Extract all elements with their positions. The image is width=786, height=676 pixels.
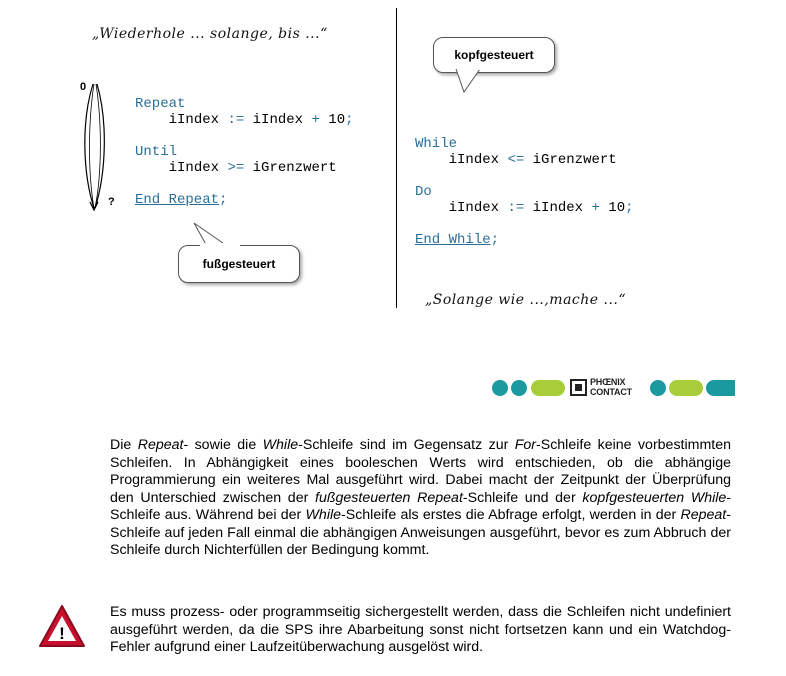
code-operator: ;	[625, 200, 634, 216]
code-operator: ;	[219, 192, 228, 208]
code-token: iIndex	[448, 200, 500, 216]
code-operator: ;	[345, 112, 354, 128]
loop-start-label: 0	[80, 81, 87, 93]
text-run-italic: Repeat	[680, 507, 727, 523]
code-token: iIndex	[448, 152, 500, 168]
text-run: -Schleife keine vorbestimmten Schleifen. In Abhängigkeit eines booleschen Werts wird entschieden, ob die abhängige Programmierung ein weiteres Mal ausgeführt wird. Dabei macht der Zeitpunkt der Überprüfung den Unterschied zwischen der	[110, 437, 731, 506]
keyword-end-repeat: End_Repeat	[135, 192, 220, 208]
bubble-tail-joint	[200, 243, 240, 247]
warning-glyph: !	[59, 624, 65, 643]
text-run: -Schleife aus. Während bei der	[110, 489, 732, 523]
keyword-do: Do	[415, 184, 432, 200]
code-token: iIndex	[168, 112, 220, 128]
code-operator: ;	[490, 232, 500, 248]
warning-triangle-icon	[37, 603, 87, 649]
brand-dot-teal	[650, 380, 666, 396]
code-operator: +	[591, 200, 600, 216]
bubble-tail-joint	[457, 67, 481, 70]
text-run-italic: While	[262, 437, 299, 453]
keyword-repeat: Repeat	[135, 96, 186, 112]
code-token: iIndex	[532, 200, 584, 216]
keyword-while: While	[415, 136, 458, 152]
phoenix-contact-logo	[570, 378, 648, 398]
brand-dot-lime	[531, 380, 565, 396]
text-run-italic: fußgesteuerten Repeat	[315, 489, 463, 506]
text-run: -Schleife sind im Gegensatz zur	[298, 437, 515, 453]
code-token: 10	[608, 200, 626, 216]
text-run-italic: While	[305, 507, 342, 523]
logo-text-line2: CONTACT	[590, 387, 632, 397]
keyword-end-while: End_While	[415, 232, 491, 248]
brand-dot-teal	[511, 380, 527, 396]
text-run: - sowie die	[183, 437, 263, 453]
head-controlled-bubble: kopfgesteuert	[433, 37, 555, 73]
brand-dot-teal	[706, 380, 735, 396]
logo-box-icon	[570, 379, 587, 396]
text-run-italic: kopfgesteuerten While	[582, 489, 727, 506]
text-run: -Schleife auf jeden Fall einmal die abhängigen Anweisungen ausgeführt, bevor es zum Abbruch der Schleife durch Nichterfüllen der Bedingung kommt.	[110, 507, 731, 558]
loop-end-label: ?	[108, 196, 115, 208]
loop-arrow-icon	[84, 82, 110, 214]
text-run: -Schleife als erstes die Abfrage erfolgt, werden in der	[341, 507, 681, 523]
code-token: iGrenzwert	[252, 160, 337, 176]
brand-dot-lime	[669, 380, 703, 396]
code-operator: :=	[227, 112, 245, 128]
code-token: iGrenzwert	[532, 152, 617, 168]
code-operator: :=	[507, 200, 525, 216]
code-operator: >=	[227, 160, 245, 176]
while-code-block	[415, 120, 634, 248]
text-run: -Schleife und der	[462, 489, 583, 506]
while-handwritten-caption: „Solange wie ...,mache ...“	[425, 292, 627, 308]
foot-controlled-bubble: fußgesteuert	[178, 245, 300, 283]
loop-explanation-paragraph	[110, 437, 731, 560]
brand-dot-teal	[492, 380, 508, 396]
bubble-tail-icon	[452, 68, 492, 94]
logo-text-line1: PHŒNIX	[590, 377, 626, 387]
repeat-handwritten-caption: „Wiederhole ... solange, bis ...“	[92, 26, 328, 42]
text-run-italic: For	[514, 437, 537, 453]
logo-box-fill	[575, 384, 582, 391]
keyword-until: Until	[135, 144, 178, 160]
code-token: iIndex	[252, 112, 304, 128]
repeat-code-block	[135, 80, 354, 208]
text-run: Die	[110, 437, 138, 453]
code-operator: +	[311, 112, 320, 128]
warning-text: Es muss prozess- oder programmseitig sichergestellt werden, dass die Schleifen nicht undefiniert ausgeführt werden, da die SPS ihre Abarbeitung sonst nicht fortsetzen kann und ein Watchdog-Fehler aufgrund einer Laufzeitüberwachung ausgelöst wird.	[110, 604, 731, 655]
code-operator: <=	[507, 152, 525, 168]
code-token: 10	[328, 112, 346, 128]
code-token: iIndex	[168, 160, 220, 176]
text-run-italic: Repeat	[137, 437, 184, 453]
panel-divider	[396, 8, 397, 308]
